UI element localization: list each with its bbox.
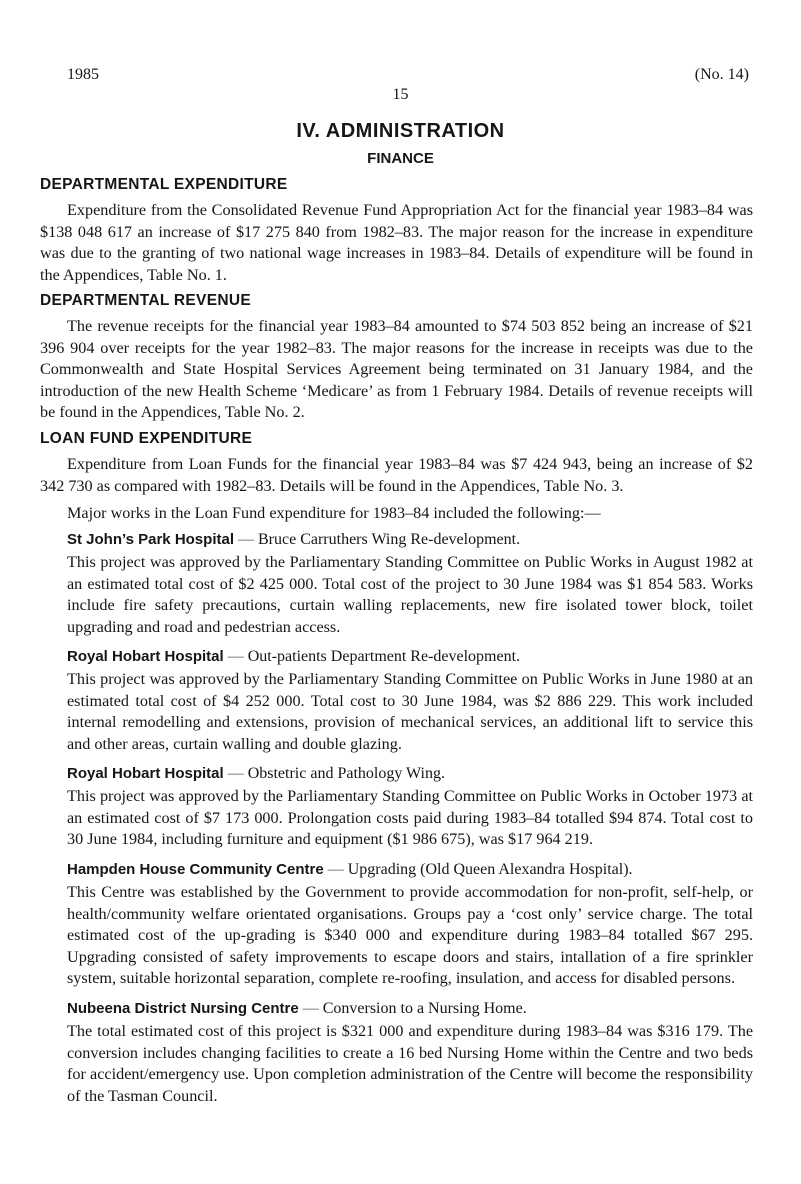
project-text: This project was approved by the Parliamentary Standing Committee on Public Works in October 1973 at an estimated cost of $7 173 000. Prolongation costs paid during 1983–84 totalled $94 874. Total cost to 30 June 1984, including furniture and equipment ($1 986 675), was $17 964 219.	[67, 787, 753, 848]
section-paragraph: Expenditure from Loan Funds for the financial year 1983–84 was $7 424 943, being an increase of $2 342 730 as compared with 1982–83. Details will be found in the Appendices, Table No. 3.	[40, 455, 753, 495]
project-heading	[67, 861, 633, 879]
project-dash: —	[298, 1000, 323, 1017]
project-name: Nubeena District Nursing Centre	[67, 1000, 299, 1017]
header-year: 1985	[67, 66, 99, 83]
project-dash: —	[223, 765, 248, 782]
project-text: The total estimated cost of this project is $321 000 and expenditure during 1983–84 was $316 179. The conversion includes changing facilities to create a 16 bed Nursing Home within the Centre and two beds for accident/emergency use. Upon completion administration of the Centre will become the responsibility of the Tasman Council.	[67, 1022, 753, 1105]
section-paragraph: Expenditure from the Consolidated Revenue Fund Appropriation Act for the financial year 1983–84 was $138 048 617 an increase of $17 275 840 from 1982–83. The major reason for the increase in expenditure was due to the granting of two national wage increases in 1983–84. Details of expenditure will be found in the Appendices, Table No. 1.	[40, 201, 753, 284]
project-subtitle: Upgrading (Old Queen Alexandra Hospital).	[347, 861, 633, 878]
project-subtitle: Conversion to a Nursing Home.	[322, 1000, 527, 1017]
section-heading-revenue: DEPARTMENTAL REVENUE	[40, 292, 251, 309]
project-heading	[67, 765, 445, 783]
project-name: Royal Hobart Hospital	[67, 648, 224, 665]
project-dash: —	[323, 861, 348, 878]
project-subtitle: Bruce Carruthers Wing Re-development.	[258, 531, 521, 548]
project-text: This Centre was established by the Government to provide accommodation for non-profit, self-help, or health/community welfare orientated organisations. Groups pay a ‘cost only’ service charge. The total estimated cost of the up-grading is $340 000 and expenditure during 1983–84 totalled $67 295. Upgrading consisted of safety improvements to escape doors and stairs, intallation of a fire sprinkler system, suitable horizontal separation, complete re-roofing, insulation, and access for disabled persons.	[67, 883, 753, 987]
page-number: 15	[392, 86, 409, 103]
header-number: (No. 14)	[694, 66, 749, 83]
project-text: This project was approved by the Parliamentary Standing Committee on Public Works in June 1980 at an estimated total cost of $4 252 000. Total cost to 30 June 1984, was $2 886 229. This work included internal remodelling and extensions, provision of mechanical services, an additional lift to service this and other areas, curtain walling and double glazing.	[67, 670, 753, 753]
section-paragraph: The revenue receipts for the financial year 1983–84 amounted to $74 503 852 being an increase of $21 396 904 over receipts for the year 1982–83. The major reasons for the increase in receipts was due to the Commonwealth and State Hospital Services Agreement being terminated on 31 January 1984, and the introduction of the new Health Scheme ‘Medicare’ as from 1 February 1984. Details of revenue receipts will be found in the Appendices, Table No. 2.	[40, 317, 753, 421]
project-heading	[67, 1000, 527, 1018]
project-dash: —	[234, 531, 258, 548]
project-heading	[67, 531, 520, 549]
project-text: This project was approved by the Parliamentary Standing Committee on Public Works in August 1982 at an estimated total cost of $2 425 000. Total cost of the project to 30 June 1984 was $1 854 583. Works include fire safety precautions, curtain walling replacements, new fire isolated tower block, toilet upgrading and road and pedestrian access.	[67, 553, 753, 636]
page-subtitle: FINANCE	[367, 150, 434, 167]
section-paragraph: Major works in the Loan Fund expenditure for 1983–84 included the following:—	[67, 504, 601, 522]
page-title: IV. ADMINISTRATION	[296, 120, 505, 142]
project-dash: —	[223, 648, 248, 665]
section-heading-expenditure: DEPARTMENTAL EXPENDITURE	[40, 176, 288, 193]
project-subtitle: Out-patients Department Re-development.	[247, 648, 521, 665]
project-name: Hampden House Community Centre	[67, 861, 324, 878]
section-heading-loan-fund: LOAN FUND EXPENDITURE	[40, 430, 253, 447]
project-heading	[67, 648, 520, 666]
project-name: St John’s Park Hospital	[67, 531, 234, 548]
project-name: Royal Hobart Hospital	[67, 765, 224, 782]
project-subtitle: Obstetric and Pathology Wing.	[247, 765, 445, 782]
